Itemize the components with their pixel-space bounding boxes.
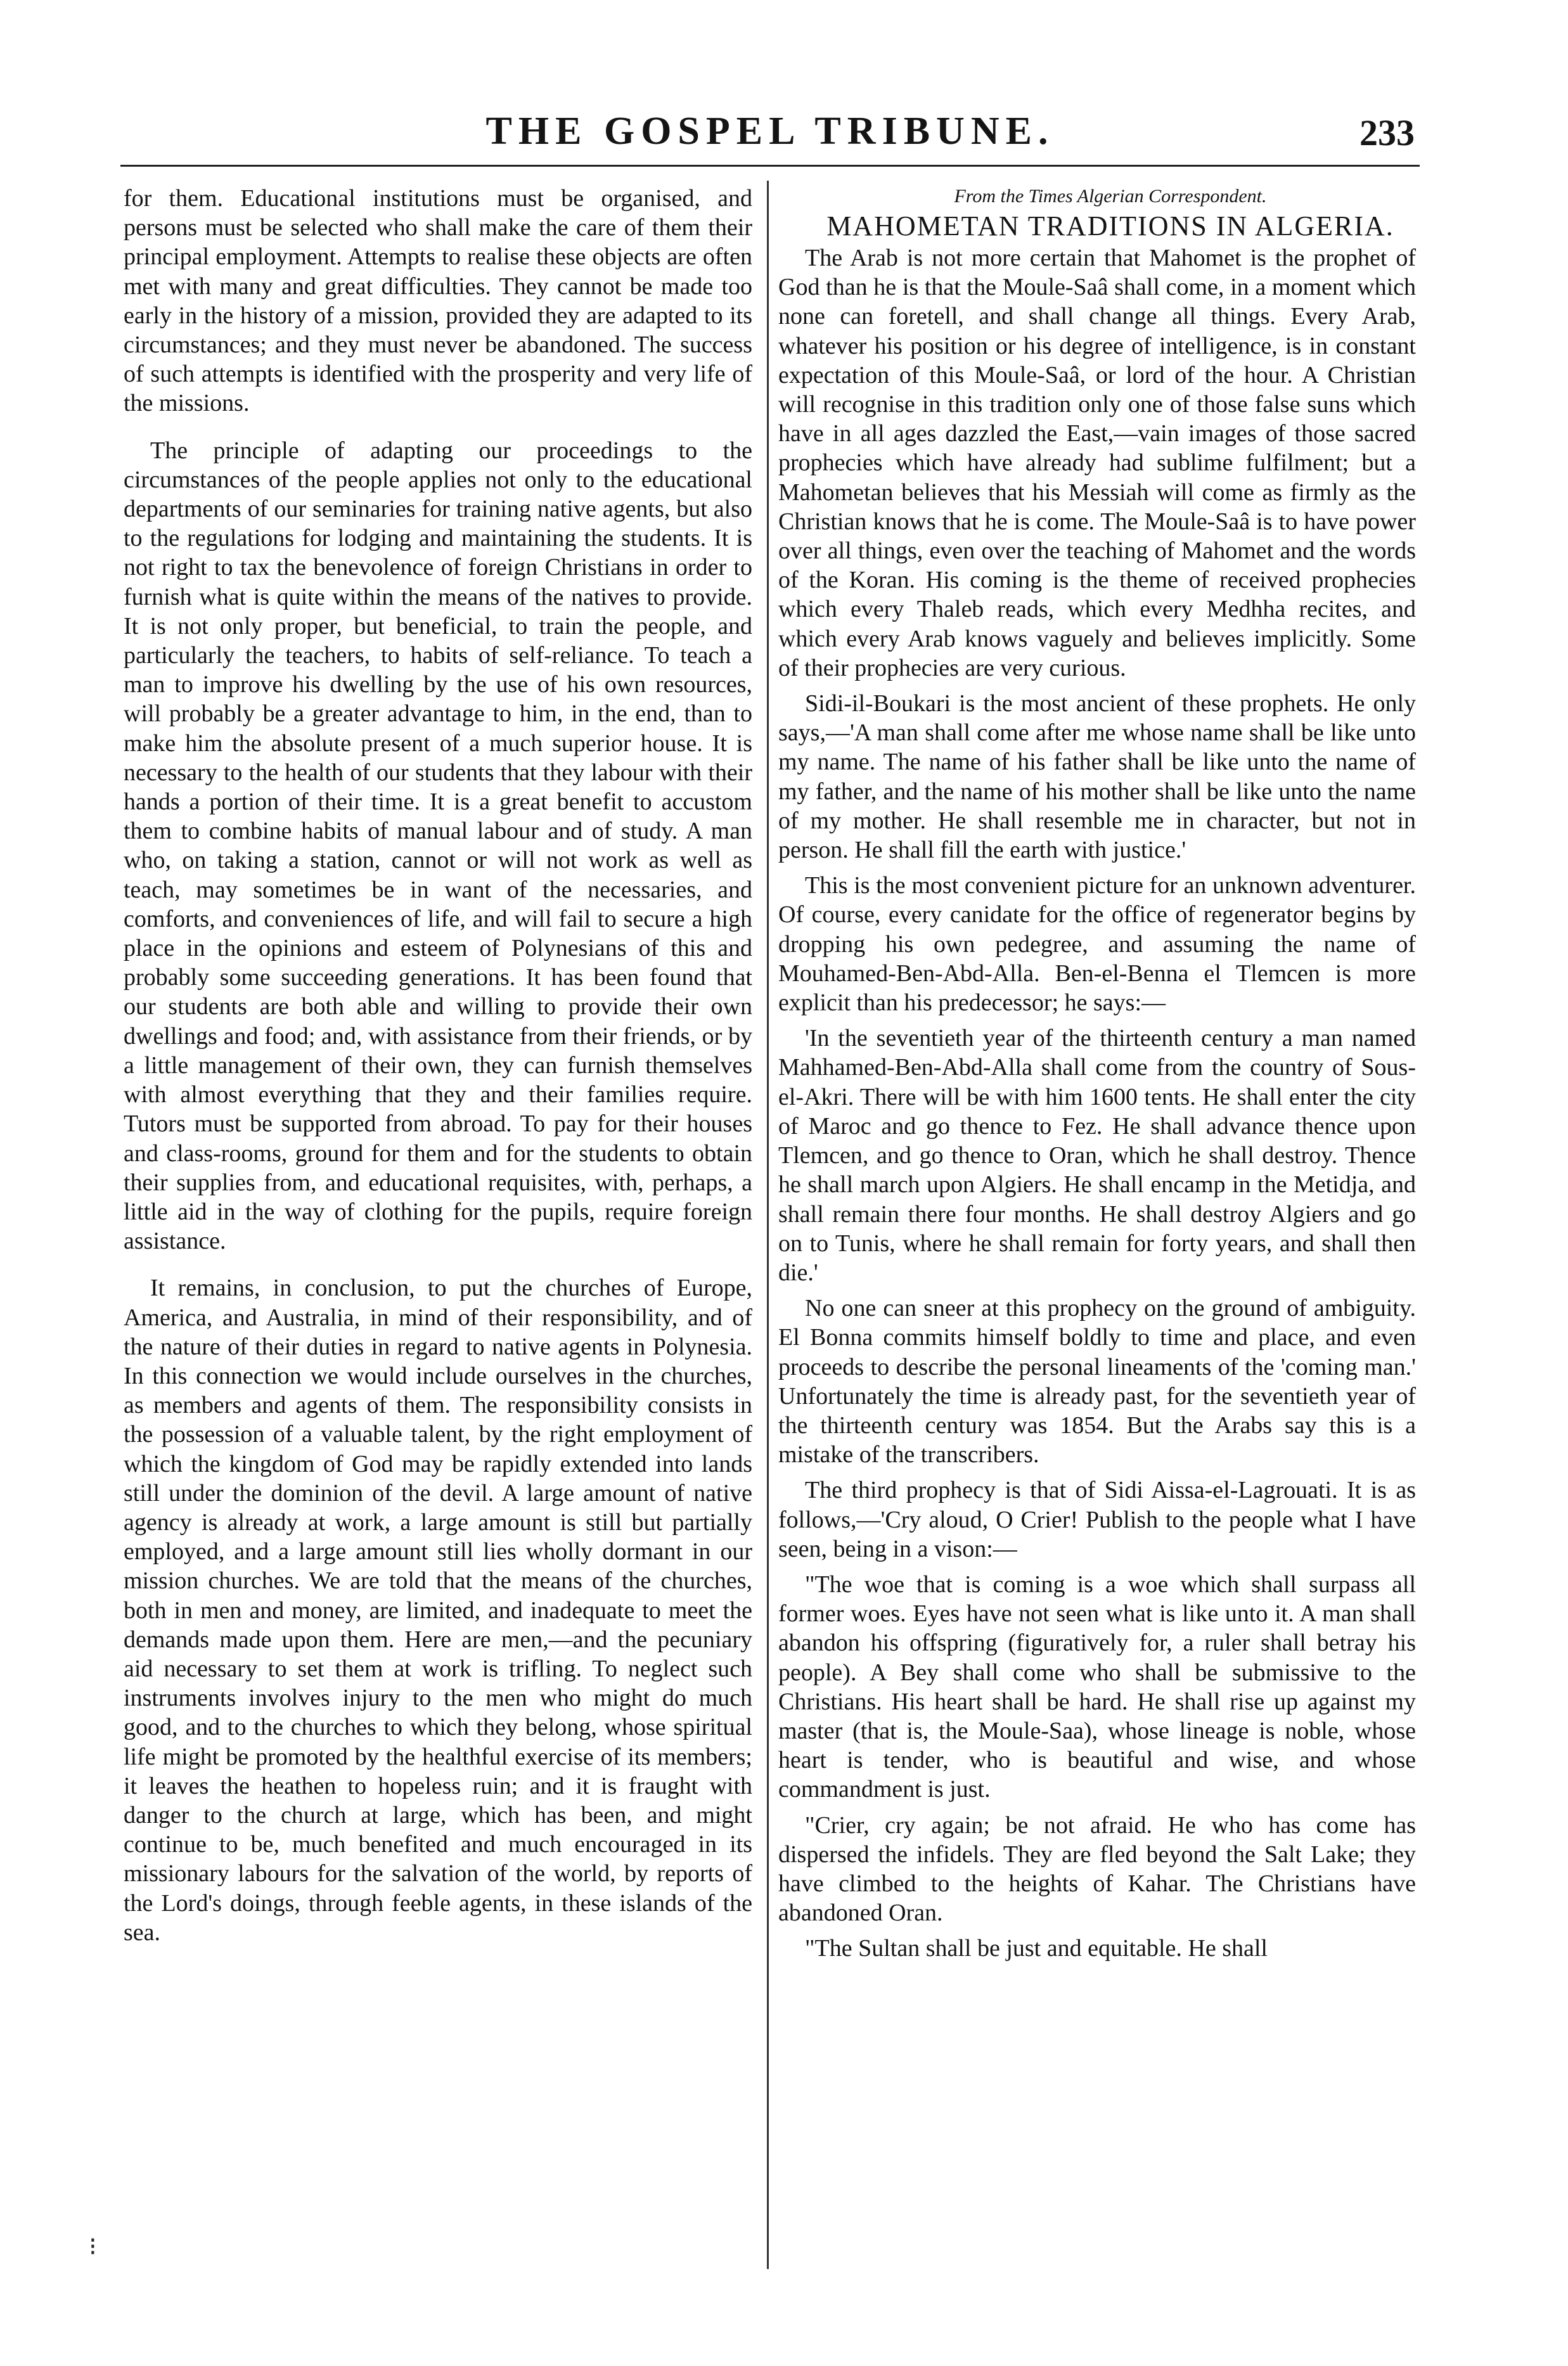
right-column: [778, 184, 1416, 1964]
right-paragraph-9: "The Sultan shall be just and equitable. He shall: [805, 1935, 1268, 1962]
right-paragraph-2: Sidi-il-Boukari is the most ancient of these prophets. He only says,—'A man shall come after me whose name shall be like unto my name. The name of his father shall be like unto the name of my father, and the name of his mother shall be like unto the name of my mother. He shall resemble me in character, but not in person. He shall fill the earth with justice.': [778, 690, 1416, 864]
right-paragraph-7: "The woe that is coming is a woe which shall surpass all former woes. Eyes have not seen what is like unto it. A man shall abandon his offspring (figuratively for, a ruler shall betray his people). A Bey shall come who shall be submissive to the Christians. His heart shall be hard. He shall rise up against my master (that is, the Moule-Saa), whose lineage is noble, whose heart is tender, who is beautiful and wise, and whose commandment is just.: [778, 1571, 1416, 1803]
right-paragraph-1: The Arab is not more certain that Mahomet is the prophet of God than he is that the Moule-Saâ shall come, in a moment which none can foretell, and shall change all things. Every Arab, whatever his position or his degree of intelligence, is in constant expectation of this Moule-Saâ, or lord of the hour. A Christian will recognise in this tradition only one of those false suns which have in all ages dazzled the East,—vain images of those sacred prophecies which have already had sublime fulfilment; but a Mahometan believes that his Messiah will come as firmly as the Christian knows that he is come. The Moule-Saâ is to have power over all things, even over the teaching of Mahomet and the words of the Koran. His coming is the theme of received prophecies which every Thaleb reads, which every Medhha recites, and which every Arab knows vaguely and believes implicitly. Some of their prophecies are very curious.: [778, 245, 1416, 681]
article-source: From the Times Algerian Correspondent.: [954, 186, 1267, 207]
left-paragraph-3: It remains, in conclusion, to put the churches of Europe, America, and Australia, in mind of their responsibility, and of the nature of their duties in regard to native agents in Polynesia. In this connection we would include ourselves in the churches, as members and agents of them. The responsibility consists in the possession of a valuable talent, by the right employment of which the kingdom of God may be rapidly extended into lands still under the dominion of the devil. A large amount of native agency is already at work, a large amount is still but partially employed, and a large amount still lies wholly dormant in our mission churches. We are told that the means of the churches, both in men and money, are limited, and inadequate to meet the demands made upon them. Here are men,—and the pecuniary aid necessary to set them at work is trifling. To neglect such instruments involves injury to the men who might do much good, and to the churches to which they belong, whose spiritual life might be promoted by the healthful exercise of its members; it leaves the heathen to hopeless ruin; and it is fraught with danger to the church at large, which has been, and might continue to be, much benefited and much encouraged in its missionary labours for the salvation of the world, by reports of the Lord's doings, through feeble agents, in these islands of the sea.: [124, 1275, 752, 1946]
journal-title: THE GOSPEL TRIBUNE.: [485, 110, 1055, 153]
right-paragraph-5: No one can sneer at this prophecy on the ground of ambiguity. El Bonna commits himself boldly to time and place, and even proceeds to describe the personal lineaments of the 'coming man.' Unfortunately the time is already past, for the seventieth year of the thirteenth century was 1854. But the Arabs say this is a mistake of the transcribers.: [778, 1295, 1416, 1469]
left-paragraph-1: for them. Educational institutions must be organised, and persons must be selected who shall make the care of them their principal employment. Attempts to realise these objects are often met with many and great difficulties. They cannot be made too early in the history of a mission, provided they are adapted to its circumstances; and they must never be abandoned. The success of such attempts is identified with the prosperity and very life of the missions.: [124, 185, 752, 417]
right-paragraph-6: The third prophecy is that of Sidi Aissa-el-Lagrouati. It is as follows,—'Cry aloud, O Crier! Publish to the people what I have seen, being in a vison:—: [778, 1477, 1416, 1562]
right-paragraph-4: 'In the seventieth year of the thirteenth century a man named Mahhamed-Ben-Abd-Alla shall come from the country of Sous-el-Akri. There will be with him 1600 tents. He shall enter the city of Maroc and go thence to Fez. He shall advance thence upon Tlemcen, and go thence to Oran, which he shall destroy. Thence he shall march upon Algiers. He shall encamp in the Metidja, and shall remain there four months. He shall destroy Algiers and go on to Tunis, where he shall remain for forty years, and shall then die.': [778, 1025, 1416, 1286]
column-divider: [767, 181, 769, 2269]
right-paragraph-3: This is the most convenient picture for an unknown adventurer. Of course, every canidate for the office of regenerator begins by dropping his own pedegree, and assuming the name of Mouhamed-Ben-Abd-Alla. Ben-el-Benna el Tlemcen is more explicit than his predecessor; he says:—: [778, 872, 1416, 1017]
left-column: [124, 184, 752, 1947]
page-header: [120, 95, 1420, 167]
page-number: 233: [1359, 112, 1415, 153]
article-headline: MAHOMETAN TRADITIONS IN ALGERIA.: [826, 210, 1394, 241]
right-paragraph-8: "Crier, cry again; be not afraid. He who has come has dispersed the infidels. They are fled beyond the Salt Lake; they have climbed to the heights of Kahar. The Christians have abandoned Oran.: [778, 1811, 1416, 1927]
left-paragraph-2: The principle of adapting our proceedings to the circumstances of the people applies not only to the educational departments of our seminaries for training native agents, but also to the regulations for lodging and maintaining the students. It is not right to tax the benevolence of foreign Christians in order to furnish what is quite within the means of the natives to provide. It is not only proper, but beneficial, to train the people, and particularly the teachers, to habits of self-reliance. To teach a man to improve his dwelling by the use of his own resources, will probably be a greater advantage to him, in the end, than to make him the absolute present of a much superior house. It is necessary to the health of our students that they labour with their hands a portion of their time. It is a great benefit to accustom them to combine habits of manual labour and of study. A man who, on taking a station, cannot or will not work as well as teach, may sometimes be in want of the necessaries, and comforts, and conveniences of life, and will fail to secure a high place in the opinions and esteem of Polynesians of this and probably some succeeding generations. It has been found that our students are both able and willing to provide their own dwellings and food; and, with assistance from their friends, or by a little management of their own, they can furnish themselves with almost everything that they and their families require. Tutors must be supported from abroad. To pay for their houses and class-rooms, ground for them and for the students to obtain their supplies from, and educational requisites, with, perhaps, a little aid in the way of clothing for the pupils, require foreign assistance.: [124, 437, 752, 1255]
margin-marks: ⁝: [89, 2232, 97, 2261]
